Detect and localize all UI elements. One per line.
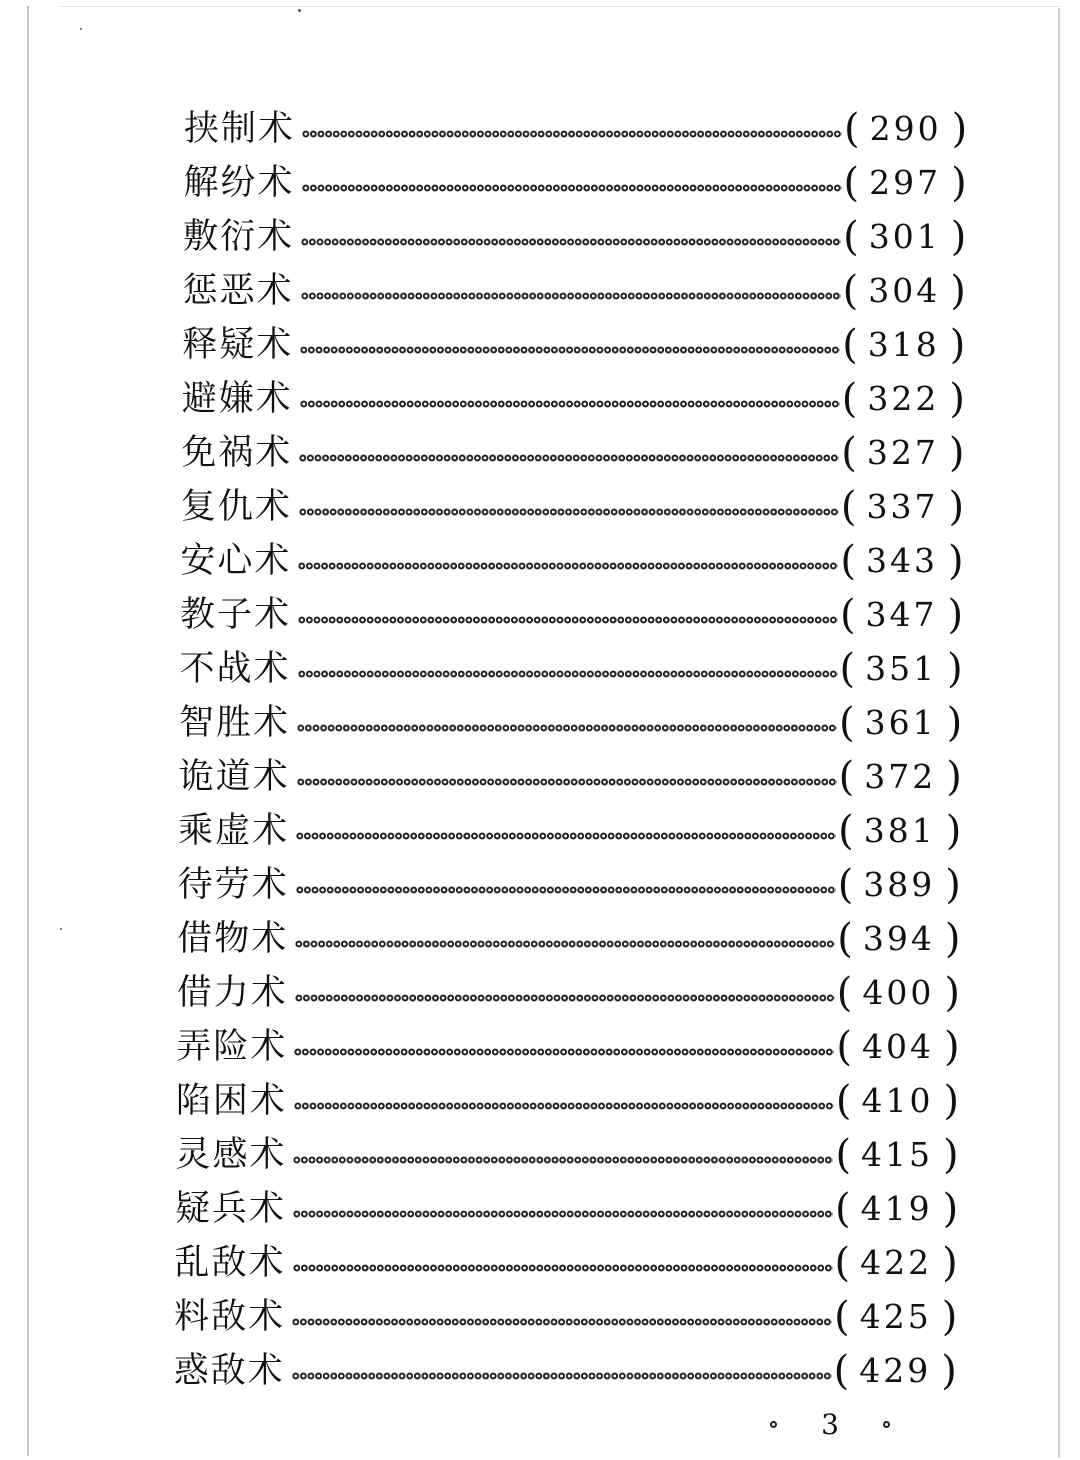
close-paren: ) — [951, 106, 968, 152]
entry-page-number: 322 — [867, 379, 940, 418]
entry-title: 诡道术 — [178, 757, 290, 797]
dot-leader — [297, 778, 837, 786]
open-paren: ( — [841, 430, 857, 476]
open-paren: ( — [835, 1186, 851, 1232]
dot-leader — [298, 616, 838, 624]
toc-entry — [184, 158, 967, 208]
dot-leader — [295, 940, 835, 948]
entry-title: 疑兵术 — [175, 1189, 287, 1229]
entry-title: 灵感术 — [175, 1135, 287, 1175]
entry-page-number: 337 — [866, 487, 939, 526]
close-paren: ) — [950, 214, 967, 260]
entry-title: 待劳术 — [177, 865, 289, 905]
toc-entry — [181, 482, 964, 532]
toc-entry — [174, 1292, 957, 1342]
toc-entry — [180, 644, 963, 694]
dot-leader — [298, 562, 838, 570]
dot-leader — [298, 670, 838, 678]
entry-page-number: 297 — [869, 163, 942, 202]
dot-leader — [293, 1210, 833, 1218]
toc-entry — [180, 536, 963, 586]
toc-entry — [175, 1130, 958, 1180]
open-paren: ( — [838, 754, 855, 800]
entry-page-number: 381 — [863, 811, 936, 850]
entry-title: 惑敌术 — [173, 1351, 285, 1391]
toc-entry — [181, 428, 964, 478]
close-paren: ) — [945, 862, 961, 908]
entry-title: 避嫌术 — [181, 379, 293, 419]
entry-page-number: 304 — [868, 271, 941, 310]
entry-title: 借物术 — [177, 919, 289, 959]
entry-title: 复仇术 — [180, 487, 292, 527]
open-paren: ( — [838, 808, 854, 854]
entry-title: 惩恶术 — [182, 271, 294, 311]
entry-title: 乘虚术 — [178, 811, 290, 851]
open-paren: ( — [839, 592, 856, 638]
entry-title: 免祸术 — [181, 433, 293, 473]
dot-leader — [292, 1318, 832, 1326]
close-paren: ) — [947, 592, 964, 638]
entry-title: 挟制术 — [184, 109, 296, 149]
open-paren: ( — [835, 1078, 852, 1124]
close-paren: ) — [948, 430, 965, 476]
entry-page-number: 410 — [861, 1081, 934, 1120]
entry-page-number: 389 — [863, 865, 936, 904]
dot-leader — [302, 184, 842, 192]
open-paren: ( — [834, 1294, 850, 1340]
dot-leader — [297, 724, 837, 732]
page-footer — [770, 1404, 890, 1444]
dot-leader — [292, 1372, 832, 1380]
toc-entry — [178, 806, 961, 856]
close-paren: ) — [943, 1024, 960, 1070]
close-paren: ) — [949, 376, 965, 422]
entry-title: 解纷术 — [183, 163, 295, 203]
close-paren: ) — [951, 160, 967, 206]
open-paren: ( — [842, 322, 858, 368]
dot-leader — [301, 238, 841, 246]
close-paren: ) — [943, 1078, 960, 1124]
toc-entry — [179, 752, 962, 802]
close-paren: ) — [943, 1132, 959, 1178]
entry-page-number: 415 — [861, 1135, 934, 1174]
entry-title: 不战术 — [179, 649, 291, 689]
dot-leader — [299, 454, 839, 462]
entry-title: 乱敌术 — [174, 1243, 286, 1283]
dot-leader — [299, 508, 839, 516]
entry-page-number: 347 — [865, 595, 938, 634]
dot-leader — [294, 1048, 834, 1056]
close-paren: ) — [944, 970, 961, 1016]
open-paren: ( — [833, 1348, 850, 1394]
toc-entry — [184, 104, 967, 154]
entry-page-number: 422 — [860, 1243, 933, 1282]
toc-entry — [176, 1022, 959, 1072]
close-paren: ) — [947, 646, 963, 692]
dot-leader — [300, 346, 840, 354]
open-paren: ( — [840, 538, 856, 584]
close-paren: ) — [948, 484, 965, 530]
toc-entry — [176, 1076, 959, 1126]
open-paren: ( — [843, 214, 859, 260]
entry-title: 弄险术 — [176, 1027, 288, 1067]
dot-leader — [300, 400, 840, 408]
entry-page-number: 400 — [862, 973, 935, 1012]
entry-page-number: 290 — [869, 109, 942, 148]
open-paren: ( — [840, 484, 857, 530]
entry-page-number: 394 — [862, 919, 935, 958]
toc-entry — [175, 1238, 958, 1288]
entry-title: 智胜术 — [179, 703, 291, 743]
close-paren: ) — [941, 1294, 958, 1340]
close-paren: ) — [945, 808, 962, 854]
open-paren: ( — [841, 376, 858, 422]
open-paren: ( — [836, 970, 853, 1016]
toc-entry — [175, 1184, 958, 1234]
close-paren: ) — [946, 700, 963, 746]
dot-leader — [301, 292, 841, 300]
dot-leader — [296, 832, 836, 840]
entry-page-number: 327 — [866, 433, 939, 472]
page-number: 3 — [821, 1407, 839, 1441]
entry-page-number: 404 — [861, 1027, 934, 1066]
open-paren: ( — [836, 1024, 852, 1070]
entry-title: 教子术 — [179, 595, 291, 635]
entry-title: 释疑术 — [182, 325, 294, 365]
close-paren: ) — [942, 1186, 959, 1232]
open-paren: ( — [835, 1132, 852, 1178]
entry-page-number: 419 — [860, 1189, 933, 1228]
entry-page-number: 351 — [865, 649, 938, 688]
entry-title: 陷困术 — [175, 1081, 287, 1121]
dot-leader — [302, 130, 842, 138]
open-paren: ( — [842, 268, 859, 314]
toc-entry — [178, 860, 961, 910]
entry-page-number: 318 — [867, 325, 940, 364]
dot-leader — [296, 886, 836, 894]
open-paren: ( — [839, 646, 856, 692]
open-paren: ( — [844, 106, 860, 152]
open-paren: ( — [834, 1240, 851, 1286]
entry-page-number: 372 — [864, 757, 937, 796]
close-paren: ) — [950, 268, 966, 314]
dot-leader — [295, 994, 835, 1002]
close-paren: ) — [941, 1348, 957, 1394]
open-paren: ( — [839, 700, 855, 746]
entry-title: 安心术 — [180, 541, 292, 581]
open-paren: ( — [837, 916, 853, 962]
toc-entry — [177, 914, 960, 964]
footer-right-dot-icon — [883, 1421, 890, 1428]
close-paren: ) — [949, 322, 966, 368]
entry-title: 借力术 — [176, 973, 288, 1013]
close-paren: ) — [942, 1240, 958, 1286]
toc-entry — [177, 968, 960, 1018]
toc-entry — [179, 698, 962, 748]
close-paren: ) — [946, 754, 962, 800]
dot-leader — [294, 1102, 834, 1110]
dot-leader — [293, 1264, 833, 1272]
toc-entry — [182, 374, 965, 424]
entry-page-number: 301 — [868, 217, 941, 256]
entry-title: 敷衍术 — [183, 217, 295, 257]
toc-entry — [174, 1346, 957, 1396]
footer-left-dot-icon — [770, 1421, 777, 1428]
entry-title: 料敌术 — [174, 1297, 286, 1337]
toc-entry — [180, 590, 963, 640]
open-paren: ( — [837, 862, 854, 908]
toc-entry — [182, 320, 965, 370]
entry-page-number: 425 — [859, 1297, 932, 1336]
toc-entry — [183, 212, 966, 262]
entry-page-number: 361 — [864, 703, 937, 742]
entry-page-number: 343 — [866, 541, 938, 580]
open-paren: ( — [843, 160, 860, 206]
close-paren: ) — [948, 538, 964, 584]
toc-entry — [183, 266, 966, 316]
entry-page-number: 429 — [859, 1351, 932, 1390]
close-paren: ) — [944, 916, 961, 962]
dot-leader — [293, 1156, 833, 1164]
